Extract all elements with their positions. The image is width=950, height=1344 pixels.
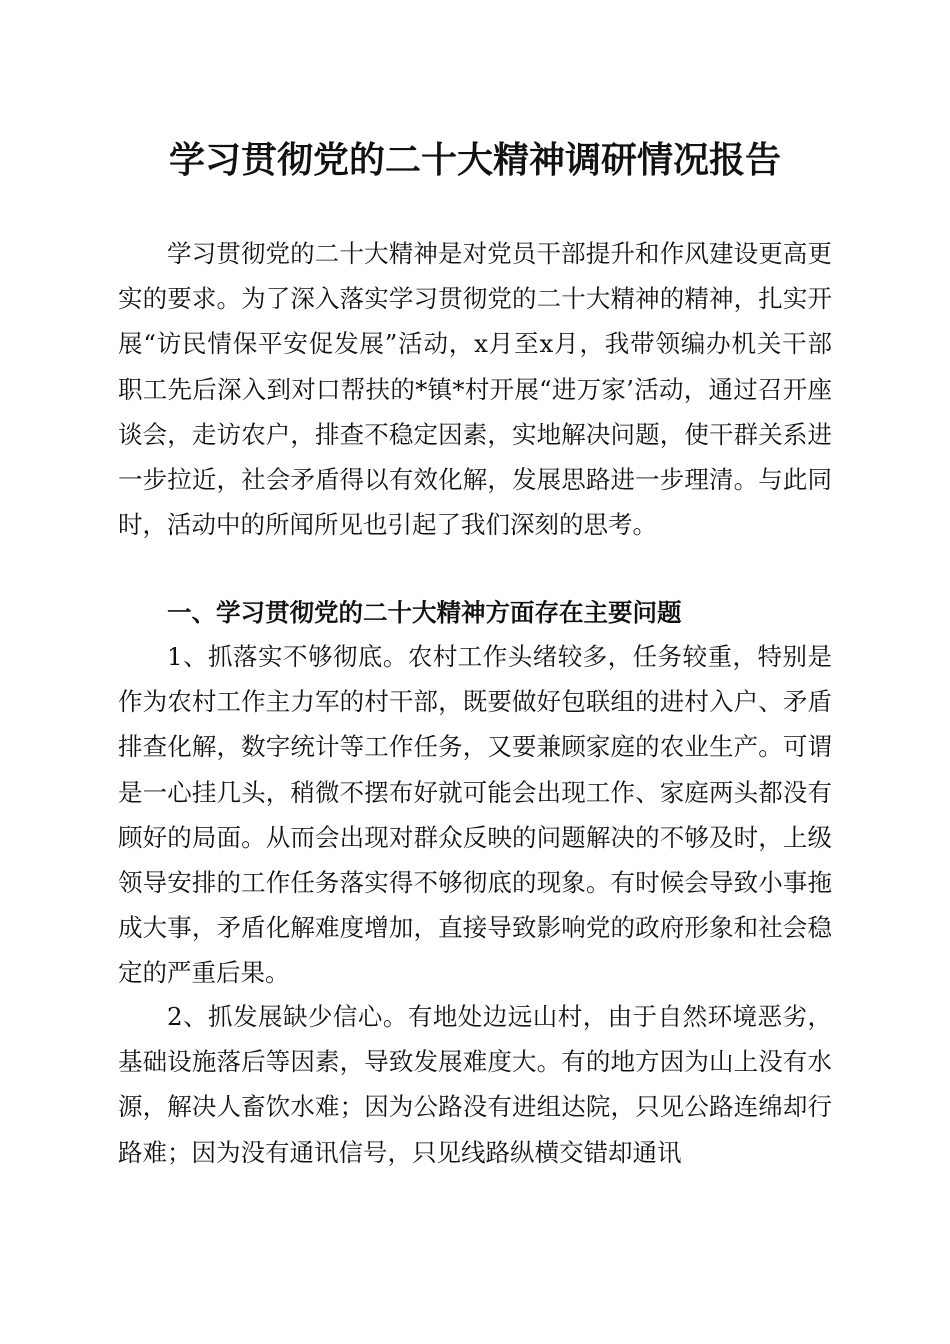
list-item-2-paragraph: 2、抓发展缺少信心。有地处边远山村，由于自然环境恶劣，基础设施落后等因素，导致发展难度大。有的地方因为山上没有水源，解决人畜饮水难；因为公路没有进组达院，只见公路连绵却行路难；因为没有通讯信号，只见线路纵横交错却通讯 (118, 1002, 832, 1167)
list-item-1-paragraph: 1、抓落实不够彻底。农村工作头绪较多，任务较重，特别是作为农村工作主力军的村干部，既要做好包联组的进村入户、矛盾排查化解，数字统计等工作任务，又要兼顾家庭的农业生产。可谓是一心挂几头，稍微不摆布好就可能会出现工作、家庭两头都没有顾好的局面。从而会出现对群众反映的问题解决的不够及时，上级领导安排的工作任务落实得不够彻底的现象。有时候会导致小事拖成大事，矛盾化解难度增加，直接导致影响党的政府形象和社会稳定的严重后果。 (118, 642, 832, 988)
document-title: 学习贯彻党的二十大精神调研情况报告 (168, 139, 781, 181)
item-2-block (118, 994, 832, 1175)
intro-paragraph: 学习贯彻党的二十大精神是对党员干部提升和作风建设更高更实的要求。为了深入落实学习贯彻党的二十大精神的精神，扎实开展“访民情保平安促发展”活动，x月至x月，我带领编办机关干部职工先后深入到对口帮扶的*镇*村开展“进万家’活动，通过召开座谈会，走访农户，排查不稳定因素，实地解决问题，使干群关系进一步拉近，社会矛盾得以有效化解，发展思路进一步理清。与此同时，活动中的所闻所见也引起了我们深刻的思考。 (118, 239, 832, 540)
intro-block (118, 231, 832, 547)
item-1-block (118, 634, 832, 996)
section-heading-block (118, 590, 832, 635)
section-heading: 一、学习贯彻党的二十大精神方面存在主要问题 (167, 598, 682, 627)
